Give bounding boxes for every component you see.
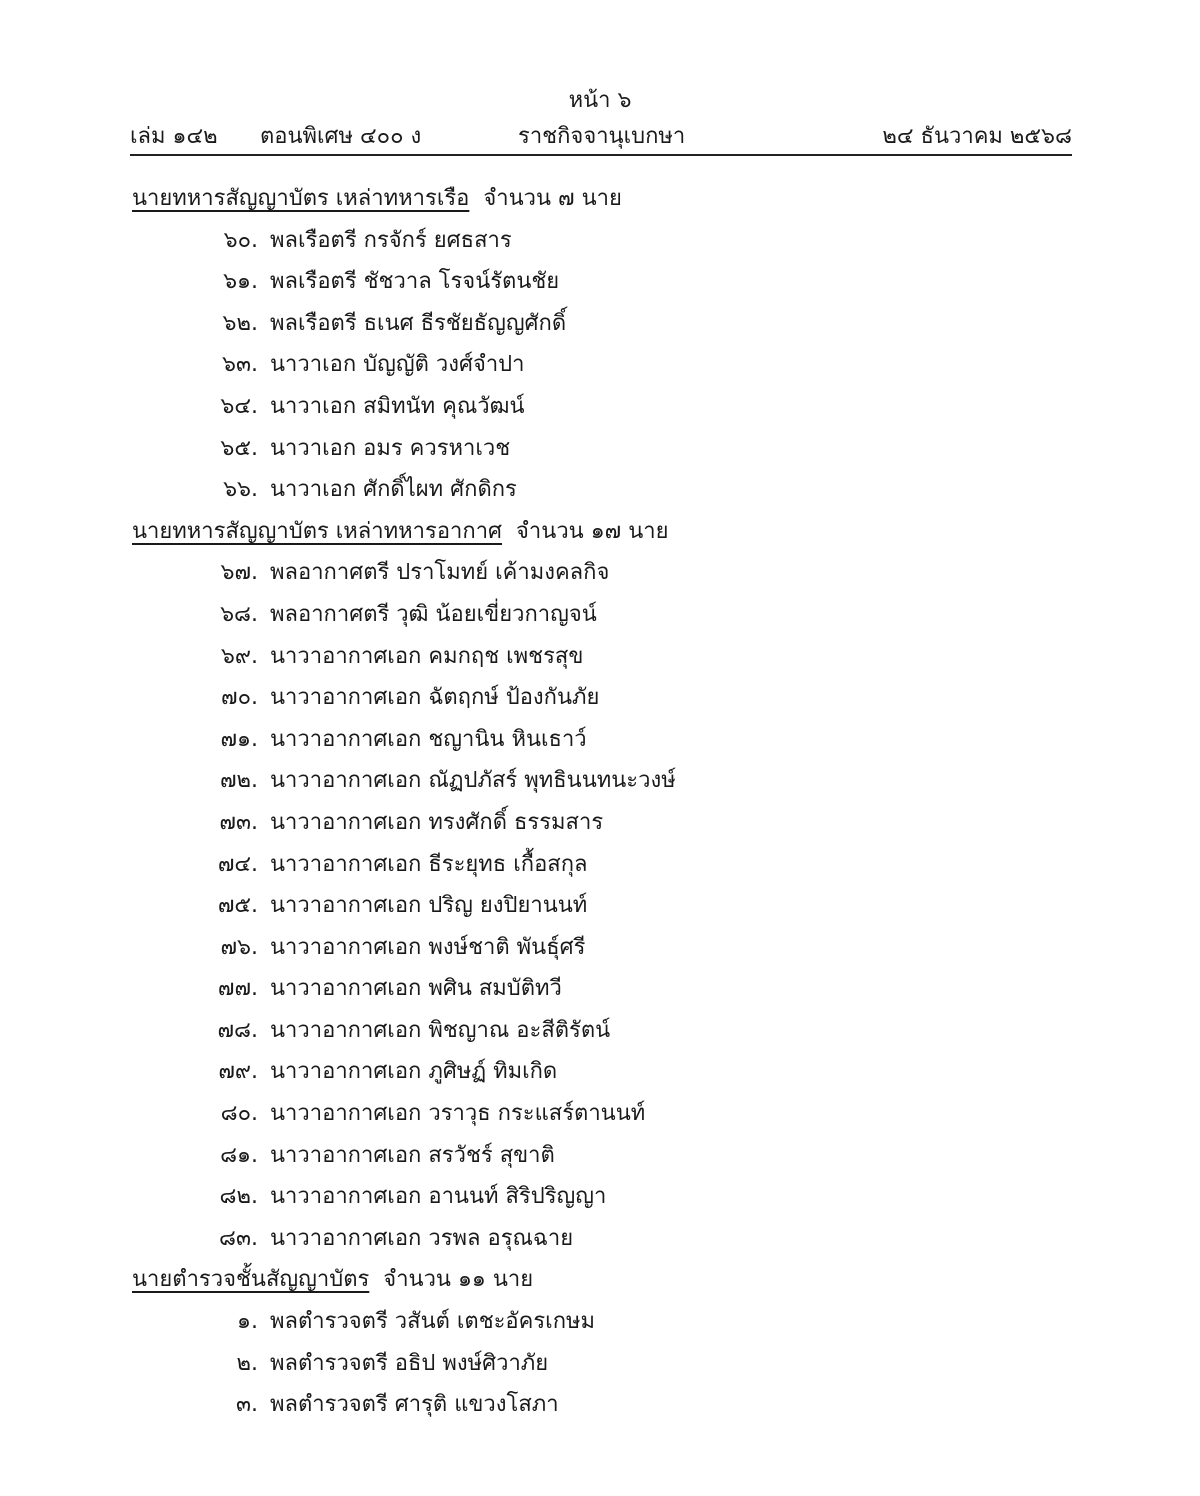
item-name: พลเรือตรี ธเนศ ธีรชัยธัญญศักดิ์ (270, 310, 567, 336)
name-list (132, 178, 1072, 1426)
item-number: ๘๒. (219, 1184, 258, 1210)
item-number: ๗๘. (217, 1017, 258, 1043)
section-title: นายทหารสัญญาบัตร เหล่าทหารอากาศ (132, 518, 503, 544)
list-item (132, 344, 1072, 386)
item-number: ๗๑. (220, 726, 258, 752)
list-item (132, 1051, 1072, 1093)
item-name: นาวาเอก ศักดิ์ไผท ศักดิกร (270, 477, 517, 503)
list-item (132, 1343, 1072, 1385)
item-number: ๖๖. (223, 477, 258, 503)
item-number: ๘๑. (220, 1142, 258, 1168)
list-item (132, 760, 1072, 802)
publication-title: ราชกิจจานุเบกษา (518, 124, 686, 149)
item-name: พลตำรวจตรี ศารุติ แขวงโสภา (270, 1392, 559, 1418)
page-number: หน้า ๖ (568, 88, 632, 113)
item-name: นาวาอากาศเอก ปริญ ยงปิยานนท์ (270, 893, 588, 919)
section-count: จำนวน ๗ นาย (483, 186, 622, 211)
item-number: ๖๙. (220, 643, 258, 669)
list-item (132, 677, 1072, 719)
section-heading-airforce (132, 511, 1072, 553)
list-item (132, 594, 1072, 636)
item-name: นาวาเอก สมิทนัท คุณวัฒน์ (270, 393, 525, 419)
list-item (132, 220, 1072, 262)
section-count: จำนวน ๑๗ นาย (516, 518, 669, 544)
item-number: ๗๗. (217, 976, 258, 1002)
issue-label: ตอนพิเศษ ๔๐๐ ง (260, 124, 422, 149)
item-number: ๖๐. (223, 227, 258, 253)
volume-label: เล่ม ๑๔๒ (130, 124, 218, 149)
item-name: นาวาอากาศเอก อานนท์ สิริปริญญา (270, 1184, 607, 1210)
item-name: นาวาอากาศเอก ฉัตฤกษ์ ป้องกันภัย (270, 685, 600, 711)
item-name: นาวาอากาศเอก วราวุธ กระแสร์ตานนท์ (270, 1101, 646, 1127)
item-number: ๖๒. (222, 310, 258, 336)
item-name: พลเรือตรี กรจักร์ ยศธสาร (270, 227, 512, 253)
item-number: ๘๓. (218, 1225, 258, 1251)
section-heading-police (132, 1259, 1072, 1301)
item-name: พลอากาศตรี ปราโมทย์ เค้ามงคลกิจ (270, 560, 610, 586)
item-number: ๒. (236, 1350, 258, 1376)
item-name: พลอากาศตรี วุฒิ น้อยเขี่ยวกาญจน์ (270, 601, 597, 627)
section-heading-navy (132, 178, 1072, 220)
item-number: ๖๗. (220, 560, 258, 586)
item-name: นาวาอากาศเอก ทรงศักดิ์ ธรรมสาร (270, 809, 604, 835)
item-number: ๖๓. (222, 352, 258, 378)
publication-date: ๒๔ ธันวาคม ๒๕๖๘ (882, 124, 1072, 149)
list-item (132, 469, 1072, 511)
item-number: ๖๑. (223, 269, 258, 295)
list-item (132, 1176, 1072, 1218)
list-item (132, 802, 1072, 844)
item-number: ๗๕. (217, 893, 258, 919)
item-number: ๘๐. (220, 1101, 258, 1127)
item-name: นาวาอากาศเอก พงษ์ชาติ พันธุ์ศรี (270, 934, 586, 960)
item-name: นาวาอากาศเอก พศิน สมบัติทวี (270, 976, 562, 1002)
item-name: นาวาอากาศเอก ธีระยุทธ เกื้อสกุล (270, 851, 588, 877)
section-count: จำนวน ๑๑ นาย (383, 1267, 534, 1293)
list-item (132, 1010, 1072, 1052)
item-number: ๗๓. (219, 809, 258, 835)
item-number: ๑. (237, 1309, 258, 1335)
list-item (132, 885, 1072, 927)
item-number: ๖๕. (220, 435, 258, 461)
header-divider (130, 154, 1072, 156)
item-number: ๖๘. (220, 601, 258, 627)
list-item (132, 1218, 1072, 1260)
item-name: นาวาอากาศเอก สรวัชร์ สุขาติ (270, 1142, 555, 1168)
list-item (132, 927, 1072, 969)
item-name: พลตำรวจตรี วสันต์ เตชะอัครเกษม (270, 1309, 596, 1335)
list-item (132, 1301, 1072, 1343)
item-number: ๗๔. (217, 851, 258, 877)
list-item (132, 636, 1072, 678)
list-item (132, 1135, 1072, 1177)
item-name: พลตำรวจตรี อธิป พงษ์ศิวาภัย (270, 1350, 549, 1376)
item-name: นาวาอากาศเอก ภูศิษฏ์ ทิมเกิด (270, 1059, 558, 1085)
item-name: นาวาเอก บัญญัติ วงศ์จำปา (270, 352, 525, 378)
item-name: นาวาอากาศเอก ณัฏปภัสร์ พุทธินนทนะวงษ์ (270, 768, 676, 794)
list-item (132, 719, 1072, 761)
list-item (132, 386, 1072, 428)
section-title: นายตำรวจชั้นสัญญาบัตร (132, 1267, 370, 1293)
item-number: ๓. (235, 1392, 258, 1418)
list-item (132, 552, 1072, 594)
list-item (132, 303, 1072, 345)
item-number: ๗๖. (220, 934, 258, 960)
item-name: นาวาอากาศเอก คมกฤช เพชรสุข (270, 643, 584, 669)
list-item (132, 968, 1072, 1010)
item-name: นาวาอากาศเอก พิชญาณ อะสีติรัตน์ (270, 1017, 611, 1043)
item-number: ๖๔. (220, 393, 258, 419)
item-name: นาวาอากาศเอก วรพล อรุณฉาย (270, 1225, 574, 1251)
list-item (132, 1384, 1072, 1426)
item-number: ๗๒. (219, 768, 258, 794)
list-item (132, 428, 1072, 470)
item-number: ๗๐. (221, 685, 258, 711)
gazette-header (130, 118, 1072, 152)
item-name: นาวาอากาศเอก ชญานิน หินเธาว์ (270, 726, 587, 752)
item-number: ๗๙. (218, 1059, 258, 1085)
section-title: นายทหารสัญญาบัตร เหล่าทหารเรือ (132, 186, 470, 211)
item-name: พลเรือตรี ชัชวาล โรจน์รัตนชัย (270, 269, 560, 295)
list-item (132, 1093, 1072, 1135)
list-item (132, 261, 1072, 303)
item-name: นาวาเอก อมร ควรหาเวช (270, 435, 511, 461)
list-item (132, 844, 1072, 886)
